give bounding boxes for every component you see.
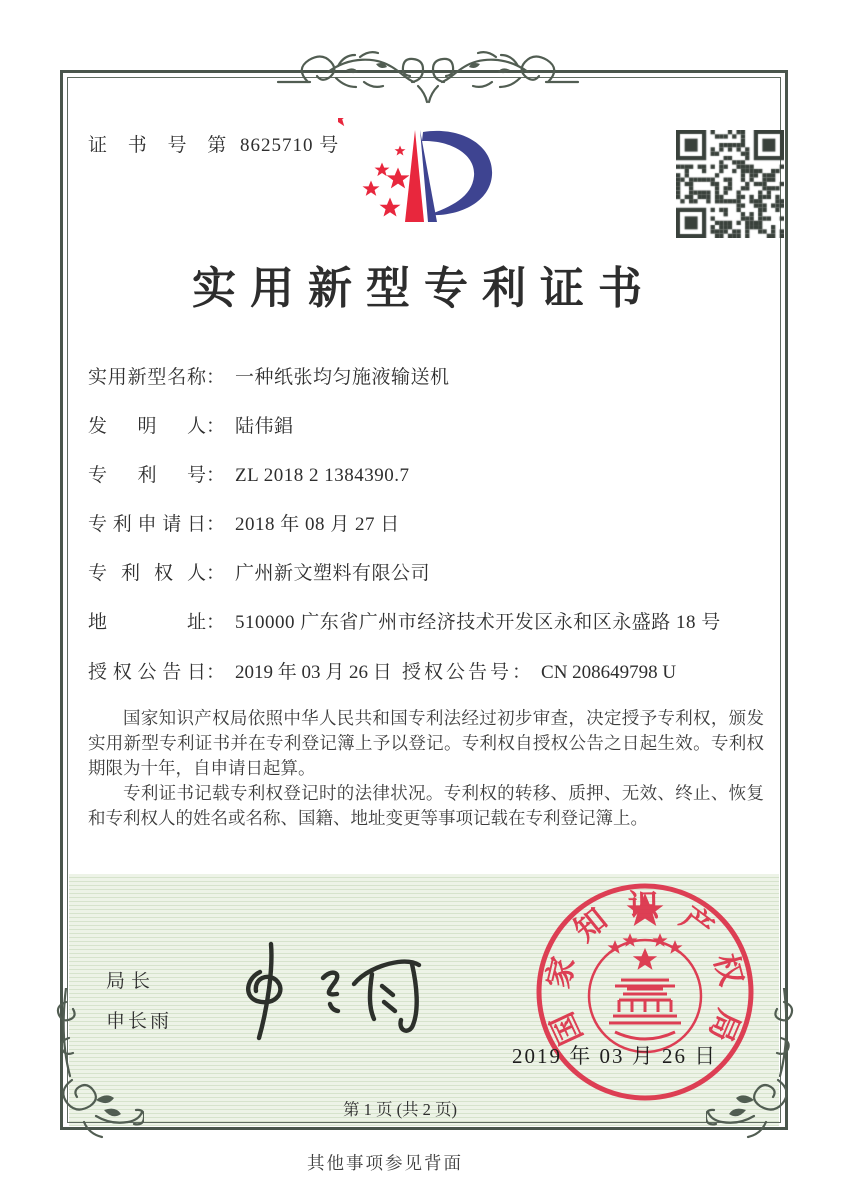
cnipa-logo-icon — [338, 118, 510, 240]
field-colon: ： — [206, 612, 226, 633]
field-colon: ： — [512, 662, 532, 683]
field-row-patentee — [88, 558, 778, 607]
svg-text:知: 知 — [567, 901, 614, 949]
field-label: 专利申请日 — [88, 514, 206, 535]
svg-text:局: 局 — [702, 1004, 747, 1047]
field-row-name — [88, 362, 778, 411]
field-label: 发明人 — [88, 416, 206, 437]
field-colon: ： — [206, 465, 226, 486]
certificate-number — [88, 130, 339, 157]
certificate-number-suffix: 号 — [319, 135, 340, 156]
svg-text:产: 产 — [674, 899, 720, 947]
field-colon: ： — [206, 514, 226, 535]
seal-date: 2019 年 03 月 26 日 — [512, 1044, 718, 1068]
field-label: 实用新型名称 — [88, 367, 206, 388]
certificate-number-value: 8625710 — [240, 135, 314, 156]
page-number: 第 1 页 (共 2 页) — [342, 1100, 458, 1119]
field-value: 广州新文塑料有限公司 — [235, 563, 431, 584]
field-row-inventor — [88, 411, 778, 460]
director-title: 局长 — [106, 971, 157, 992]
grant-date-value: 2019 年 03 月 26 日 — [235, 662, 392, 683]
official-seal — [505, 872, 785, 1112]
field-value: 510000 广东省广州市经济技术开发区永和区永盛路 18 号 — [235, 612, 721, 633]
footer-note: 其他事项参见背面 — [307, 1153, 463, 1173]
grant-row — [88, 657, 778, 684]
grant-date-field — [88, 662, 392, 683]
field-colon: ： — [206, 563, 226, 584]
field-row-address — [88, 607, 778, 656]
qr-code — [676, 130, 784, 238]
field-label: 专利权人 — [88, 563, 206, 584]
grant-no-value: CN 208649798 U — [541, 662, 677, 683]
dragon-ornament-icon — [276, 42, 580, 110]
certificate-title: 实用新型专利证书 — [192, 264, 656, 313]
field-label: 授权公告号 — [402, 662, 513, 683]
field-label: 地址 — [88, 612, 206, 633]
director-name: 申长雨 — [106, 1011, 173, 1032]
field-colon: ： — [206, 416, 226, 437]
field-value: 2018 年 08 月 27 日 — [235, 514, 400, 535]
field-colon: ： — [206, 662, 226, 683]
legal-text — [88, 706, 764, 831]
field-label: 专利号 — [88, 465, 206, 486]
field-value: ZL 2018 2 1384390.7 — [235, 465, 410, 486]
field-value: 陆伟錩 — [235, 416, 294, 437]
svg-text:国: 国 — [544, 1007, 590, 1050]
field-row-filing-date — [88, 509, 778, 558]
director-signature — [226, 938, 438, 1046]
svg-text:家: 家 — [540, 953, 582, 992]
field-row-patent-no — [88, 460, 778, 509]
field-value: 一种纸张均匀施液输送机 — [235, 367, 450, 388]
legal-paragraph-1: 国家知识产权局依照中华人民共和国专利法经过初步审查，决定授予专利权，颁发实用新型专利证书并在专利登记簿上予以登记。专利权自授权公告之日起生效。专利权期限为十年，自申请日起算。 — [88, 708, 764, 778]
svg-text:权: 权 — [707, 950, 750, 990]
field-list — [88, 362, 778, 656]
grant-no-field — [402, 657, 676, 684]
field-colon: ： — [206, 367, 226, 388]
field-label: 授权公告日 — [88, 662, 206, 683]
certificate-number-label: 证 书 号 第 — [88, 135, 235, 156]
legal-paragraph-2: 专利证书记载专利权登记时的法律状况。专利权的转移、质押、无效、终止、恢复和专利权人的姓名或名称、国籍、地址变更等事项记载在专利登记簿上。 — [88, 783, 764, 828]
